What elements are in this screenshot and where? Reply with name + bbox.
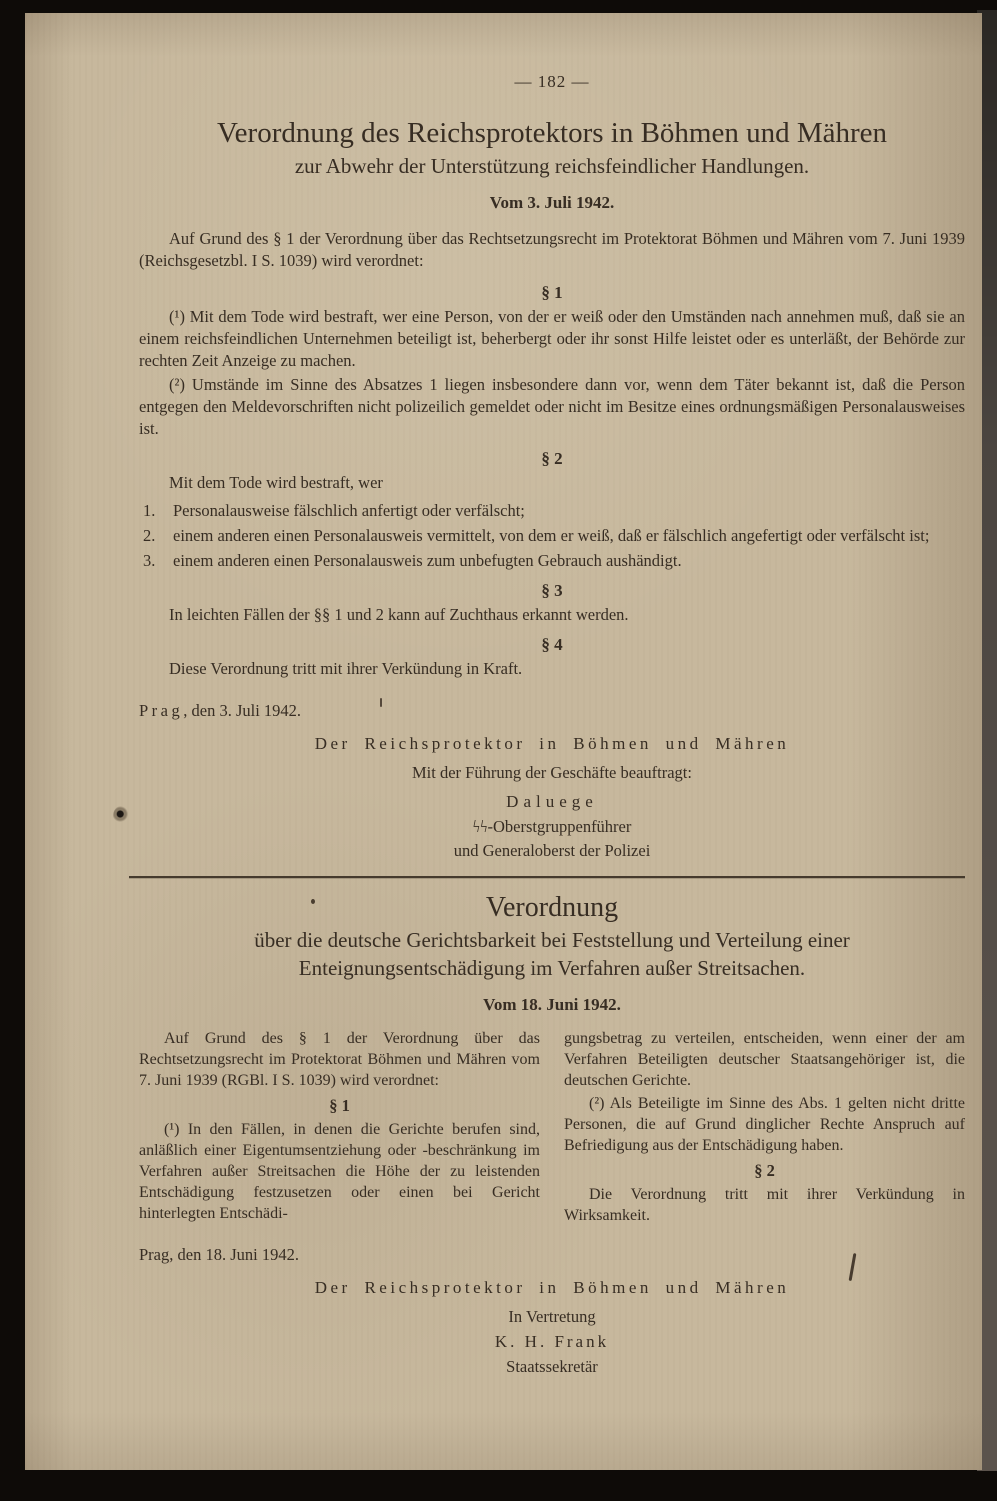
doc2-place-dateline: Prag, den 18. Juni 1942.: [139, 1245, 299, 1264]
doc2-section-2-paragraph: Die Verordnung tritt mit ihrer Verkündung in Wirksamkeit.: [564, 1186, 965, 1224]
doc1-signer-name: Daluege: [506, 792, 598, 811]
doc1-signer-rank-2: und Generaloberst der Polizei: [453, 841, 651, 860]
doc1-intro-paragraph: Auf Grund des § 1 der Verordnung über das Rechtsetzungsrecht im Protektorat Böhmen und Mähren vom 7. Juni 1939 (Reichsgesetzbl. I S. 1039) wird verordnet:: [139, 229, 965, 270]
doc2-signer-name: K. H. Frank: [494, 1332, 610, 1351]
list-item-text: einem anderen einen Personalausweis zum unbefugten Gebrauch aushändigt.: [173, 551, 682, 570]
doc2-section-1-paragraph-1-continued: gungsbetrag zu verteilen, entscheiden, wenn einer der am Verfahren Beteiligten deutscher Staatsangehöriger ist, die deutschen Gerichte.: [564, 1030, 965, 1089]
doc1-signer-office: Der Reichsprotektor in Böhmen und Mähren: [314, 734, 790, 753]
doc1-section-4-paragraph: Diese Verordnung tritt mit ihrer Verkündung in Kraft.: [169, 659, 523, 678]
doc1-numbered-list: [139, 500, 965, 572]
list-item: [139, 550, 965, 572]
list-item-number: 3.: [143, 551, 156, 570]
doc2-date: Vom 18. Juni 1942.: [483, 995, 621, 1014]
list-item: [139, 500, 965, 522]
doc1-date: Vom 3. Juli 1942.: [489, 193, 615, 212]
doc1-title: Verordnung des Reichsprotektors in Böhmen und Mähren: [216, 117, 888, 149]
scanned-page: [25, 13, 982, 1470]
doc1-section-1-heading: § 1: [541, 283, 563, 302]
doc1-city: Prag: [139, 701, 184, 720]
doc2-section-1-heading: § 1: [329, 1096, 350, 1115]
doc2-intro-paragraph: Auf Grund des § 1 der Verordnung über das Rechtsetzungsrecht im Protektorat Böhmen und Mähren vom 7. Juni 1939 (RGBl. I S. 1039) wird verordnet:: [139, 1030, 540, 1089]
doc1-subtitle: zur Abwehr der Unterstützung reichsfeindlicher Handlungen.: [294, 154, 810, 178]
doc1-section-2-lead: Mit dem Tode wird bestraft, wer: [169, 473, 383, 492]
doc2-two-column-body: [139, 1028, 965, 1226]
doc1-section-3-paragraph: In leichten Fällen der §§ 1 und 2 kann auf Zuchthaus erkannt werden.: [169, 605, 629, 624]
doc2-signature-block: [139, 1276, 965, 1378]
section-divider-rule: [129, 876, 965, 878]
list-item-text: Personalausweise fälschlich anfertigt oder verfälscht;: [173, 501, 525, 520]
doc1-signer-rank-1: ϟϟ-Oberstgruppenführer: [472, 817, 632, 836]
page-content: [139, 13, 965, 1378]
list-item-number: 1.: [143, 501, 156, 520]
doc1-section-2-heading: § 2: [541, 449, 563, 468]
doc2-signer-title: Staatssekretär: [506, 1357, 598, 1376]
doc1-signature-block: [139, 732, 965, 862]
doc1-section-4-heading: § 4: [541, 635, 563, 654]
doc1-section-3-heading: § 3: [541, 581, 563, 600]
list-item-text: einem anderen einen Personalausweis vermittelt, von dem er weiß, daß er fälschlich angefertigt oder verfälscht ist;: [173, 526, 930, 545]
list-item-number: 2.: [143, 526, 156, 545]
doc2-section-1-paragraph-1: (¹) In den Fällen, in denen die Gerichte berufen sind, anläßlich einer Eigentumsentziehung oder -beschränkung im Verfahren außer Streitsachen die Höhe der zu leistenden Entschädigung festzusetzen oder einen bei Gericht hinterlegten Entschädi-: [139, 1121, 540, 1222]
doc2-signer-office: Der Reichsprotektor in Böhmen und Mähren: [314, 1278, 790, 1297]
list-item: [139, 525, 965, 547]
doc1-signer-commission: Mit der Führung der Geschäfte beauftragt:: [412, 763, 692, 782]
doc2-right-column: [564, 1028, 965, 1226]
page-number: — 182 —: [514, 72, 590, 91]
doc1-section-1-paragraph-1: (¹) Mit dem Tode wird bestraft, wer eine Person, von der er weiß oder den Umständen nach annehmen muß, daß sie an einem reichsfeindlichen Unternehmen beteiligt ist, beherbergt oder ihr sonst Hilfe leistet oder es unterläßt, der Behörde zur rechten Zeit Anzeige zu machen.: [139, 307, 965, 370]
doc2-section-2-heading: § 2: [754, 1161, 775, 1180]
doc1-dateline-rest: , den 3. Juli 1942.: [183, 701, 302, 720]
punch-hole-mark: [113, 806, 129, 826]
doc1-place-dateline: [139, 700, 965, 722]
doc2-left-column: [139, 1028, 540, 1226]
doc2-representation-note: In Vertretung: [508, 1307, 596, 1326]
doc2-subtitle: über die deutsche Gerichtsbarkeit bei Feststellung und Verteilung einer Enteignungsentschädigung im Verfahren außer Streitsachen.: [254, 928, 850, 980]
doc1-section-1-paragraph-2: (²) Umstände im Sinne des Absatzes 1 liegen insbesondere dann vor, wenn dem Täter bekannt ist, daß die Person entgegen den Meldevorschriften nicht polizeilich gemeldet oder nicht im Besitze eines ordnungsmäßigen Personalausweises ist.: [139, 375, 965, 438]
doc2-section-1-paragraph-2: (²) Als Beteiligte im Sinne des Abs. 1 gelten nicht dritte Personen, die auf Grund dinglicher Rechte Anspruch auf Befriedigung aus der Entschädigung haben.: [564, 1095, 965, 1154]
doc2-title: Verordnung: [485, 892, 619, 923]
